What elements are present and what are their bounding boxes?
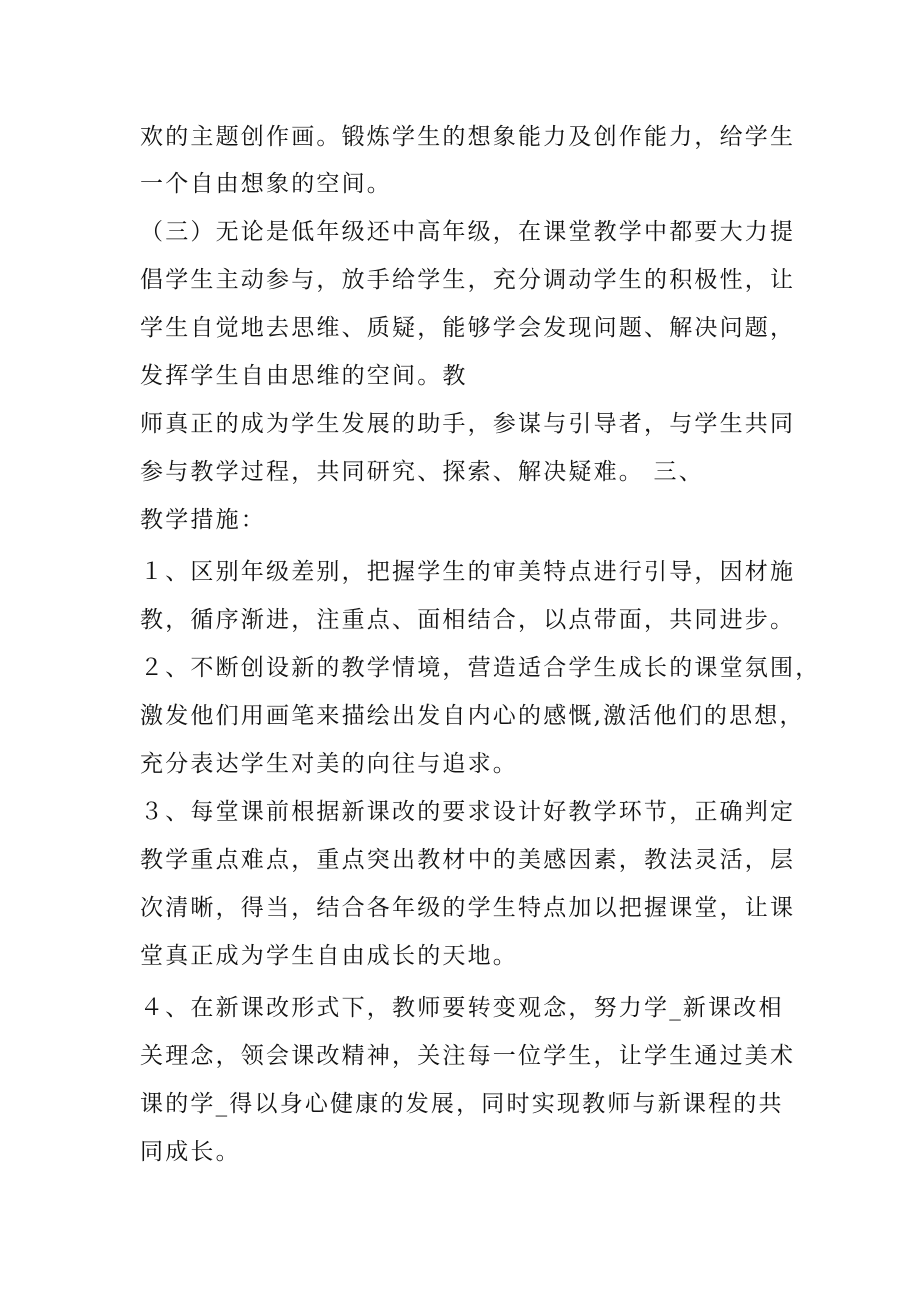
text-line: 堂真正成为学生自由成长的天地。 [140, 943, 518, 969]
text-line: ４、在新课改形式下，教师要转变观念，努力学_新课改相 [140, 995, 784, 1021]
text-line: ３、每堂课前根据新课改的要求设计好教学环节，正确判定 [140, 799, 796, 825]
text-line: 课的学_得以身心健康的发展，同时实现教师与新课程的共 [140, 1091, 784, 1117]
text-line: 倡学生主动参与，放手给学生，充分调动学生的积极性，让 [140, 267, 796, 293]
text-line: 教学重点难点，重点突出教材中的美感因素，教法灵活，层 [140, 847, 796, 873]
text-line: 参与教学过程，共同研究、探索、解决疑难。 三、 [140, 459, 704, 485]
text-line: ２、不断创设新的教学情境，营造适合学生成长的课堂氛围， [140, 655, 821, 681]
text-line: （三）无论是低年级还中高年级，在课堂教学中都要大力提 [140, 219, 796, 245]
text-line: 教，循序渐进，注重点、面相结合，以点带面，共同进步。 [140, 607, 796, 633]
text-line: 欢的主题创作画。锻炼学生的想象能力及创作能力，给学生 [140, 124, 796, 150]
text-line: 发挥学生自由思维的空间。教 [140, 363, 468, 389]
text-line: 激发他们用画笔来描绘出发自内心的感慨,激活他们的思想， [140, 703, 805, 729]
text-line: 一个自由想象的空间。 [140, 171, 392, 197]
text-line: 同成长。 [140, 1139, 241, 1165]
text-line: 次清晰，得当，结合各年级的学生特点加以把握课堂，让课 [140, 895, 796, 921]
text-line: 教学措施： [140, 507, 266, 533]
text-line: 充分表达学生对美的向往与追求。 [140, 751, 518, 777]
text-line: 学生自觉地去思维、质疑，能够学会发现问题、解决问题， [140, 315, 796, 341]
text-line: 师真正的成为学生发展的助手，参谋与引导者，与学生共同 [140, 411, 796, 437]
text-line: １、区别年级差别，把握学生的审美特点进行引导，因材施 [140, 559, 796, 585]
text-line: 关理念，领会课改精神，关注每一位学生，让学生通过美术 [140, 1043, 796, 1069]
